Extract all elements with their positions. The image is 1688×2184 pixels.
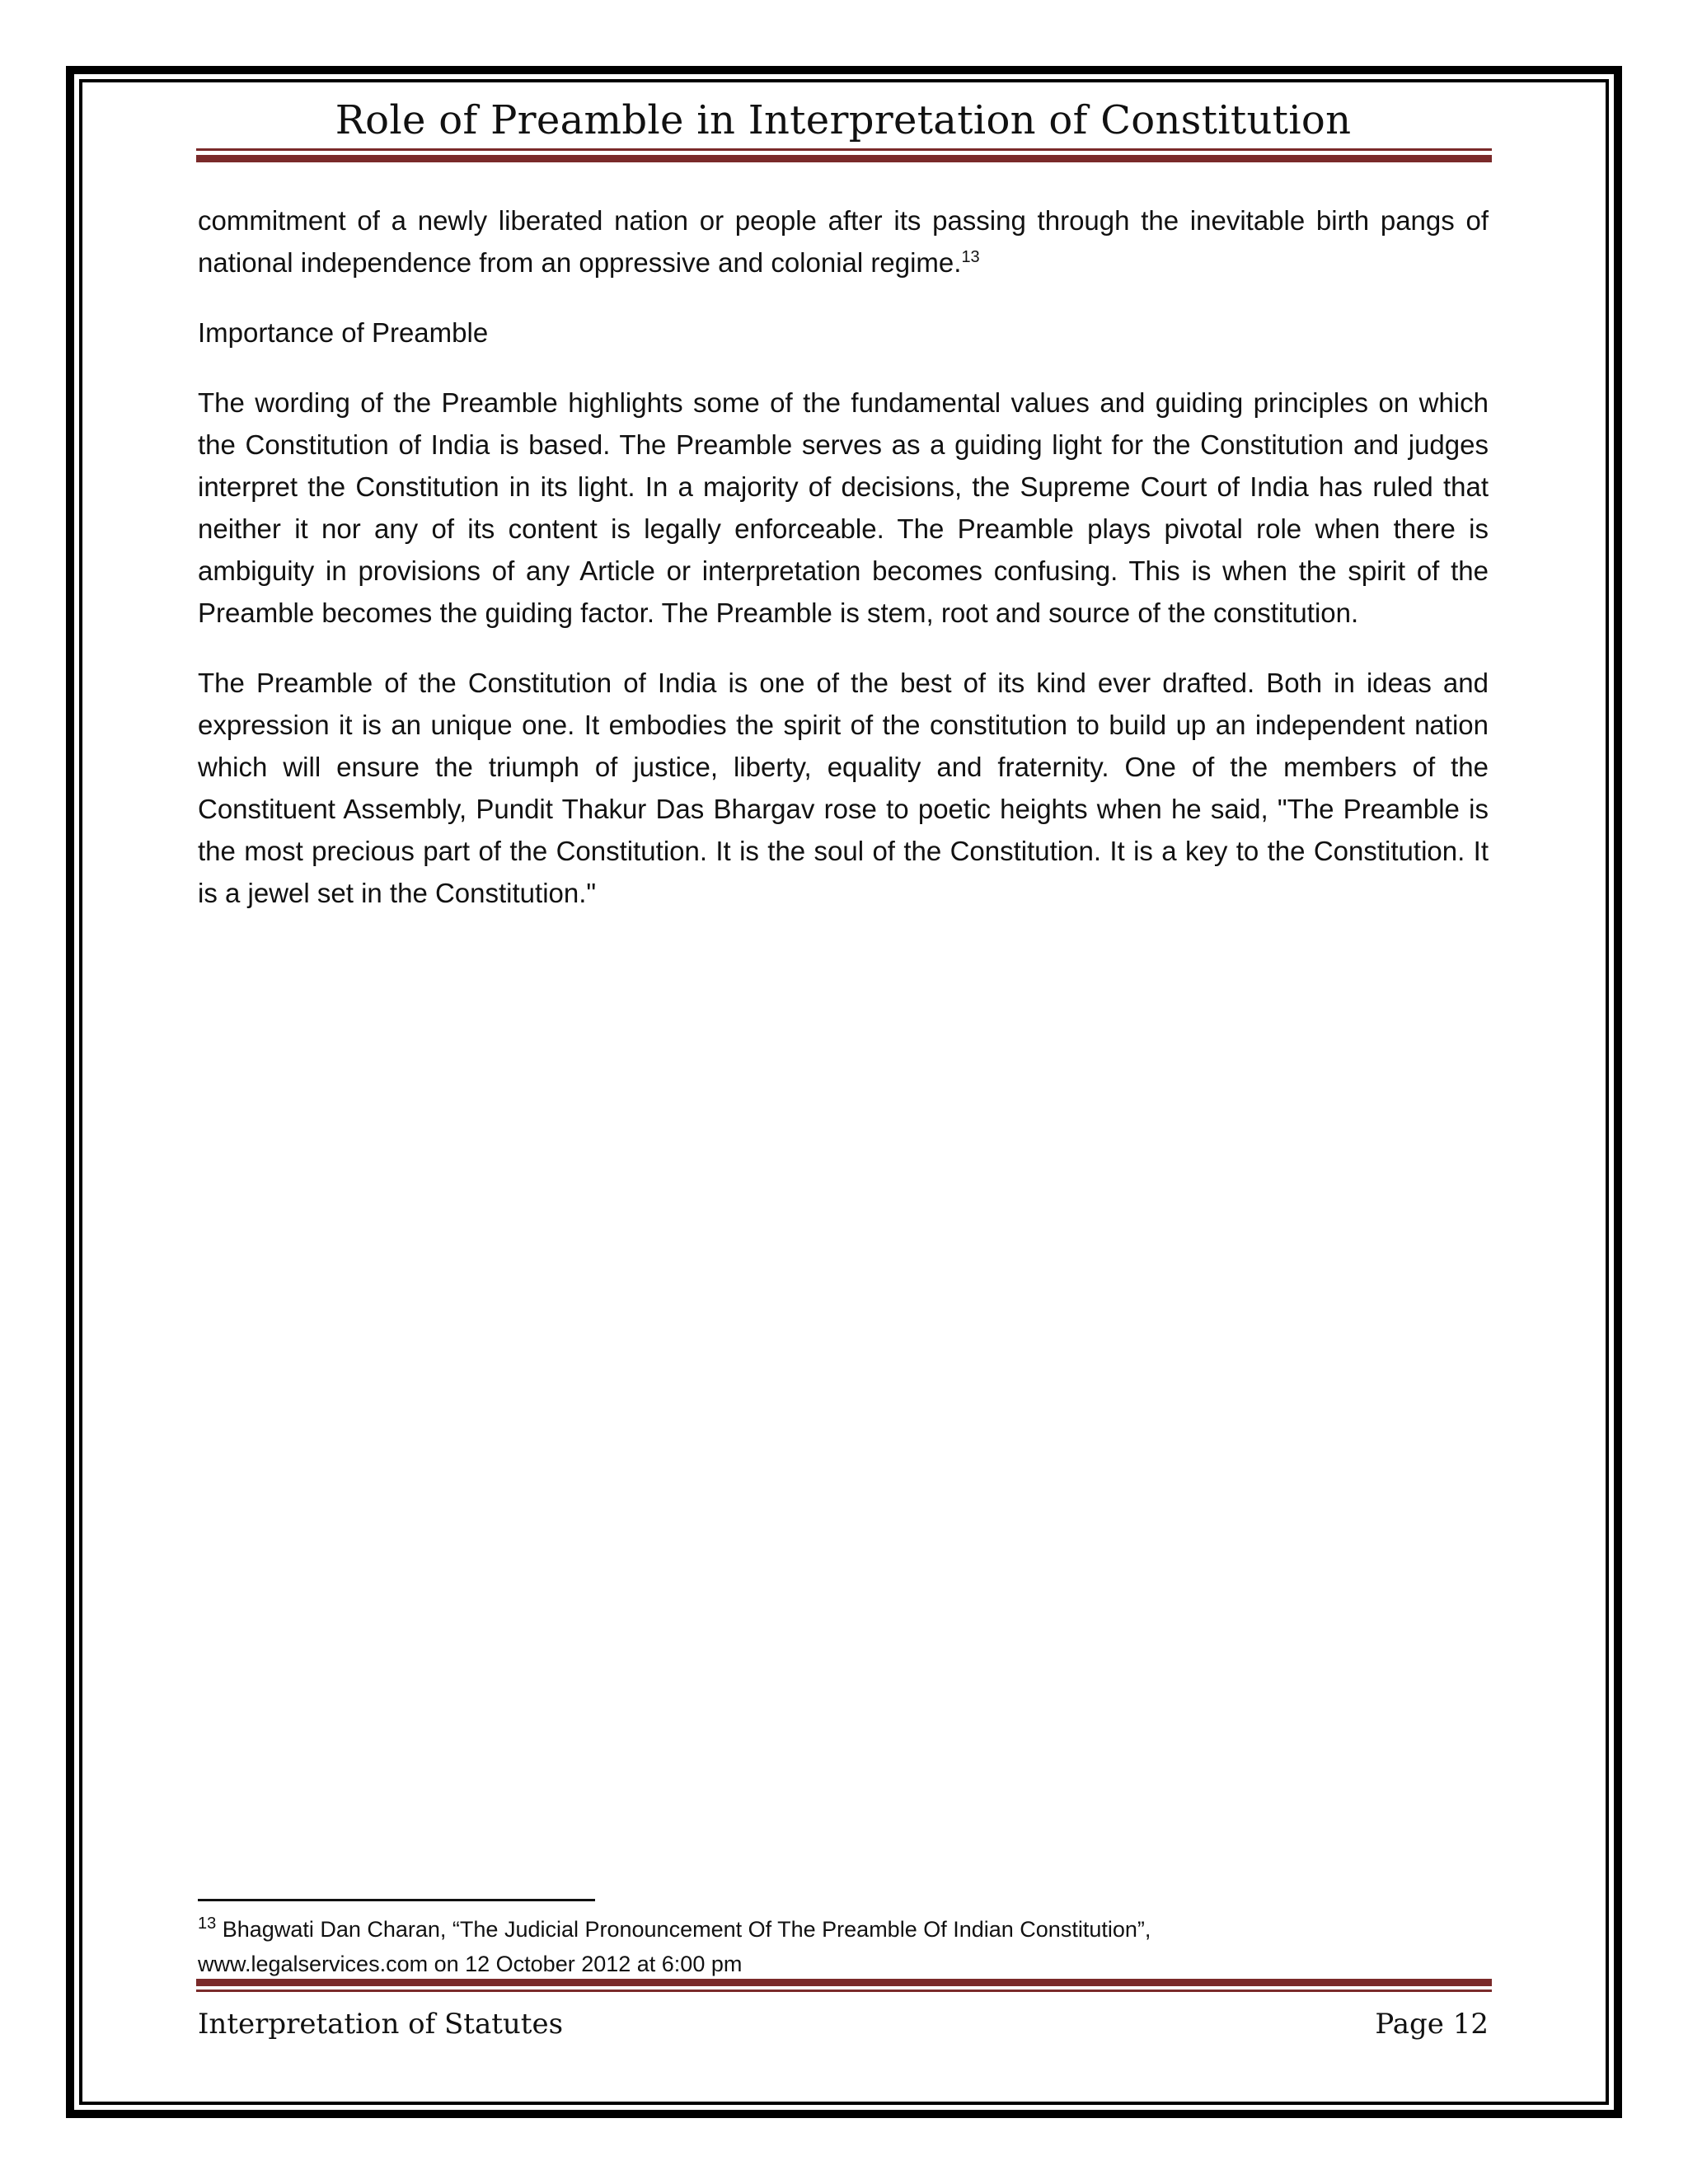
paragraph-text: commitment of a newly liberated nation or people after its passing through the inevitable birth pangs of national independence from an oppressive and colonial regime. — [198, 205, 1489, 278]
document-body — [198, 199, 1489, 914]
footer-rule-thick — [196, 1979, 1492, 1986]
footnote-separator — [198, 1899, 595, 1901]
paragraph-continuation — [198, 199, 1489, 284]
footer-page-number: Page 12 — [1375, 2008, 1489, 2041]
footnote-citation: Bhagwati Dan Charan, “The Judicial Pronouncement Of The Preamble Of Indian Constitution”, — [222, 1917, 1151, 1942]
footnote — [198, 1912, 1489, 1981]
paragraph-bhargav-quote: The Preamble of the Constitution of India is one of the best of its kind ever drafted. Both in ideas and expression it is an unique one. It embodies the spirit of the constitution to build up an independent nation which will ensure the triumph of justice, liberty, equality and fraternity. One of the members of the Constituent Assembly, Pundit Thakur Das Bhargav rose to poetic heights when he said, "The Preamble is the most precious part of the Constitution. It is the soul of the Constitution. It is a key to the Constitution. It is a jewel set in the Constitution." — [198, 668, 1489, 908]
page-header-title: Role of Preamble in Interpretation of Constitution — [335, 97, 1352, 143]
footnote-reference: 13 — [961, 248, 980, 266]
footnote-source: www.legalservices.com on 12 October 2012 at 6:00 pm — [198, 1952, 743, 1976]
header-rule-thin — [196, 148, 1492, 151]
header-rule-thick — [196, 155, 1492, 162]
paragraph-importance: The wording of the Preamble highlights some of the fundamental values and guiding principles on which the Constitution of India is based. The Preamble serves as a guiding light for the Constitution and judges interpret the Constitution in its light. In a majority of decisions, the Supreme Court of India has ruled that neither it nor any of its content is legally enforceable. The Preamble plays pivotal role when there is ambiguity in provisions of any Article or interpretation becomes confusing. This is when the spirit of the Preamble becomes the guiding factor. The Preamble is stem, root and source of the constitution. — [198, 387, 1489, 628]
footnote-number: 13 — [198, 1915, 217, 1933]
section-heading: Importance of Preamble — [198, 317, 489, 348]
footer-document-title: Interpretation of Statutes — [198, 2008, 564, 2041]
footer-rule-thin — [196, 1990, 1492, 1992]
